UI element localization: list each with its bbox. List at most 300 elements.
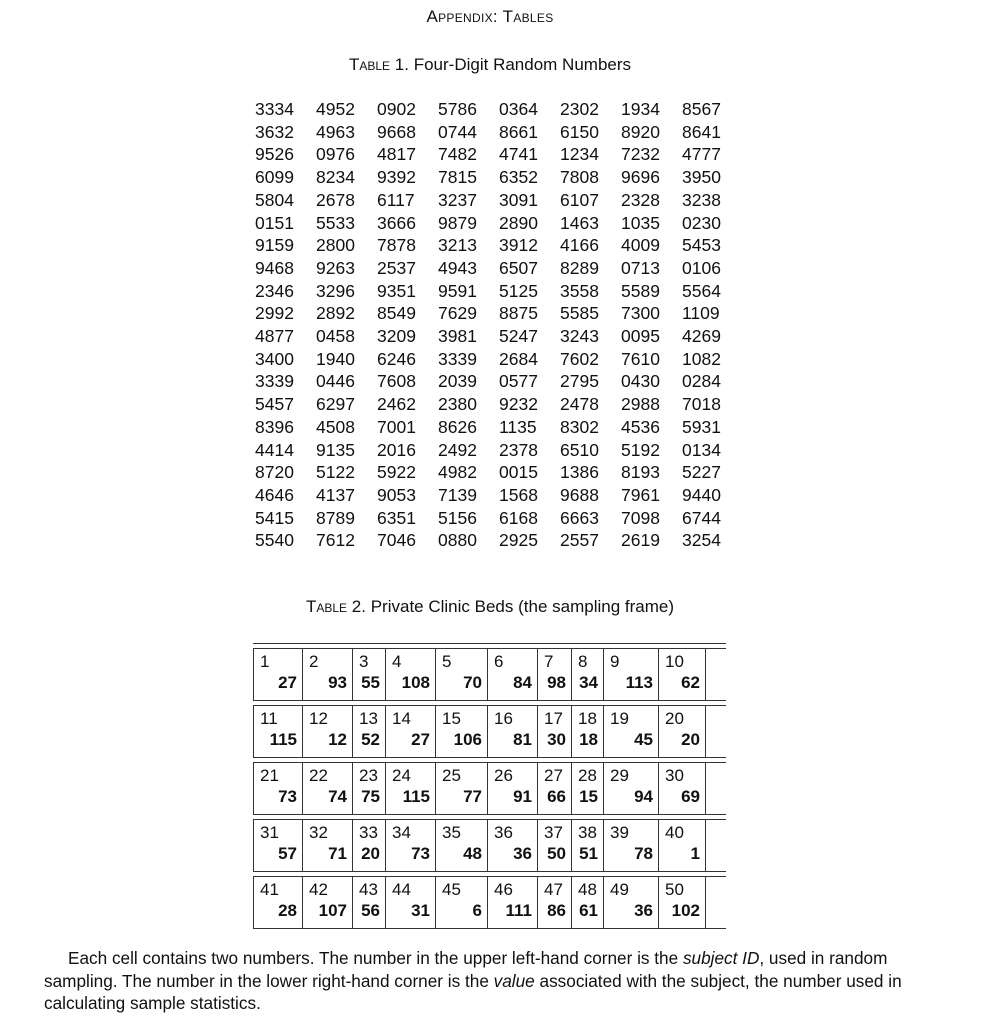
footnote-text-2: , used in random sampling. The number in the lower right-hand corner is the bbox=[44, 948, 888, 991]
random-number: 3339 bbox=[255, 371, 294, 392]
bed-cell bbox=[435, 820, 487, 871]
bed-cell bbox=[487, 820, 537, 871]
subject-id: 10 bbox=[665, 652, 684, 671]
random-number: 7608 bbox=[377, 371, 416, 392]
random-number: 5540 bbox=[255, 530, 294, 551]
table1-title: Four-Digit Random Numbers bbox=[413, 55, 632, 74]
subject-id: 35 bbox=[442, 823, 461, 842]
bed-cell bbox=[487, 649, 537, 700]
random-number: 6150 bbox=[560, 121, 599, 142]
random-number: 3981 bbox=[438, 326, 477, 347]
random-number: 2892 bbox=[316, 303, 355, 324]
random-number: 3296 bbox=[316, 280, 355, 301]
subject-value: 106 bbox=[453, 730, 482, 749]
subject-value: 71 bbox=[328, 844, 347, 863]
random-number: 9392 bbox=[377, 167, 416, 188]
subject-value: 73 bbox=[411, 844, 430, 863]
random-number: 7878 bbox=[377, 235, 416, 256]
subject-value: 51 bbox=[579, 844, 598, 863]
subject-id: 15 bbox=[442, 709, 461, 728]
random-number: 4009 bbox=[621, 235, 660, 256]
random-number: 1109 bbox=[682, 303, 720, 324]
random-number: 4414 bbox=[255, 439, 294, 460]
random-number: 4166 bbox=[560, 235, 599, 256]
random-row bbox=[255, 439, 743, 462]
subject-value: 61 bbox=[579, 901, 598, 920]
random-number: 2890 bbox=[499, 212, 538, 233]
random-row bbox=[255, 484, 743, 507]
bed-cell bbox=[302, 649, 352, 700]
random-number: 4741 bbox=[499, 144, 538, 165]
bed-cell bbox=[603, 820, 658, 871]
subject-id: 45 bbox=[442, 880, 461, 899]
random-row bbox=[255, 212, 743, 235]
random-number: 5453 bbox=[682, 235, 721, 256]
random-number: 0976 bbox=[316, 144, 355, 165]
bed-cell bbox=[571, 763, 603, 814]
subject-value: 52 bbox=[361, 730, 380, 749]
subject-id: 43 bbox=[359, 880, 378, 899]
bed-cell bbox=[537, 877, 571, 928]
subject-id: 22 bbox=[309, 766, 328, 785]
subject-id: 42 bbox=[309, 880, 328, 899]
random-number: 9526 bbox=[255, 144, 294, 165]
random-row bbox=[255, 143, 743, 166]
random-number: 5589 bbox=[621, 280, 660, 301]
random-number: 8641 bbox=[682, 121, 721, 142]
footnote bbox=[44, 947, 944, 1015]
subject-id: 48 bbox=[578, 880, 597, 899]
random-number: 2039 bbox=[438, 371, 477, 392]
subject-id: 36 bbox=[494, 823, 513, 842]
random-number: 8920 bbox=[621, 121, 660, 142]
random-number: 4952 bbox=[316, 99, 355, 119]
subject-value: 27 bbox=[278, 673, 297, 692]
subject-value: 74 bbox=[328, 787, 347, 806]
random-number: 6117 bbox=[377, 189, 415, 210]
bed-cell bbox=[435, 649, 487, 700]
beds-row bbox=[253, 876, 726, 929]
bed-cell bbox=[537, 706, 571, 757]
subject-id: 23 bbox=[359, 766, 378, 785]
bed-cell bbox=[537, 649, 571, 700]
subject-id: 30 bbox=[665, 766, 684, 785]
random-number: 2346 bbox=[255, 280, 294, 301]
random-row bbox=[255, 393, 743, 416]
random-number: 1035 bbox=[621, 212, 660, 233]
random-number: 4943 bbox=[438, 257, 477, 278]
random-number: 4646 bbox=[255, 484, 294, 505]
table2-caption bbox=[0, 597, 980, 617]
random-row bbox=[255, 189, 743, 212]
random-number: 6246 bbox=[377, 348, 416, 369]
subject-id: 9 bbox=[610, 652, 620, 671]
subject-id: 44 bbox=[392, 880, 411, 899]
subject-value: 75 bbox=[361, 787, 380, 806]
random-number: 5122 bbox=[316, 462, 355, 483]
random-number-table bbox=[255, 98, 743, 552]
subject-value: 69 bbox=[681, 787, 700, 806]
subject-id: 6 bbox=[494, 652, 504, 671]
table1-label: Table bbox=[348, 55, 391, 74]
bed-cell bbox=[487, 706, 537, 757]
subject-id: 28 bbox=[578, 766, 597, 785]
random-number: 3209 bbox=[377, 326, 416, 347]
subject-value: 91 bbox=[513, 787, 532, 806]
random-number: 9351 bbox=[377, 280, 416, 301]
random-number: 6297 bbox=[316, 394, 355, 415]
random-number: 7482 bbox=[438, 144, 477, 165]
random-number: 7610 bbox=[621, 348, 660, 369]
subject-id: 1 bbox=[260, 652, 270, 671]
bed-cell bbox=[571, 820, 603, 871]
subject-value: 56 bbox=[361, 901, 380, 920]
subject-id: 4 bbox=[392, 652, 402, 671]
subject-id: 24 bbox=[392, 766, 411, 785]
random-number: 1934 bbox=[621, 99, 660, 119]
bed-cell bbox=[435, 877, 487, 928]
random-number: 4963 bbox=[316, 121, 355, 142]
subject-value: 78 bbox=[634, 844, 653, 863]
random-number: 3558 bbox=[560, 280, 599, 301]
random-number: 2462 bbox=[377, 394, 416, 415]
random-number: 3632 bbox=[255, 121, 294, 142]
random-number: 7961 bbox=[621, 484, 660, 505]
bed-cell bbox=[603, 877, 658, 928]
random-number: 3091 bbox=[499, 189, 538, 210]
bed-cell bbox=[658, 820, 706, 871]
random-number: 7098 bbox=[621, 507, 660, 528]
subject-id: 14 bbox=[392, 709, 411, 728]
bed-cell bbox=[352, 763, 385, 814]
random-number: 7046 bbox=[377, 530, 416, 551]
footnote-emphasis-value: value bbox=[493, 970, 535, 991]
random-row bbox=[255, 302, 743, 325]
random-number: 7300 bbox=[621, 303, 660, 324]
bed-cell bbox=[302, 706, 352, 757]
bed-cell bbox=[253, 877, 302, 928]
subject-id: 20 bbox=[665, 709, 684, 728]
random-number: 7018 bbox=[682, 394, 721, 415]
subject-value: 20 bbox=[681, 730, 700, 749]
random-number: 1568 bbox=[499, 484, 538, 505]
subject-id: 46 bbox=[494, 880, 513, 899]
beds-row bbox=[253, 819, 726, 872]
random-number: 5125 bbox=[499, 280, 538, 301]
bed-cell bbox=[352, 706, 385, 757]
random-number: 3666 bbox=[377, 212, 416, 233]
random-number: 0095 bbox=[621, 326, 660, 347]
random-number: 8626 bbox=[438, 416, 477, 437]
random-number: 0880 bbox=[438, 530, 477, 551]
subject-id: 33 bbox=[359, 823, 378, 842]
random-number: 9053 bbox=[377, 484, 416, 505]
subject-value: 36 bbox=[513, 844, 532, 863]
subject-value: 55 bbox=[361, 673, 380, 692]
random-number: 5415 bbox=[255, 507, 294, 528]
clinic-beds-grid bbox=[253, 643, 726, 929]
random-number: 4536 bbox=[621, 416, 660, 437]
beds-row bbox=[253, 648, 726, 701]
random-number: 5457 bbox=[255, 394, 294, 415]
subject-value: 28 bbox=[278, 901, 297, 920]
random-number: 8661 bbox=[499, 121, 538, 142]
subject-value: 48 bbox=[463, 844, 482, 863]
subject-id: 2 bbox=[309, 652, 319, 671]
random-row bbox=[255, 461, 743, 484]
bed-cell bbox=[352, 649, 385, 700]
random-number: 3213 bbox=[438, 235, 477, 256]
bed-cell bbox=[487, 877, 537, 928]
random-number: 0015 bbox=[499, 462, 538, 483]
bed-cell bbox=[385, 877, 435, 928]
random-number: 2800 bbox=[316, 235, 355, 256]
random-number: 6663 bbox=[560, 507, 599, 528]
bed-cell bbox=[658, 763, 706, 814]
random-number: 2992 bbox=[255, 303, 294, 324]
bed-cell bbox=[537, 763, 571, 814]
random-number: 7808 bbox=[560, 167, 599, 188]
random-number: 8789 bbox=[316, 507, 355, 528]
random-row bbox=[255, 416, 743, 439]
random-number: 7139 bbox=[438, 484, 477, 505]
random-number: 2302 bbox=[560, 99, 599, 119]
subject-id: 49 bbox=[610, 880, 629, 899]
random-row bbox=[255, 325, 743, 348]
random-number: 5227 bbox=[682, 462, 721, 483]
subject-id: 25 bbox=[442, 766, 461, 785]
random-number: 9668 bbox=[377, 121, 416, 142]
random-number: 2016 bbox=[377, 439, 416, 460]
subject-value: 50 bbox=[547, 844, 566, 863]
random-row bbox=[255, 257, 743, 280]
random-number: 2492 bbox=[438, 439, 477, 460]
random-number: 0284 bbox=[682, 371, 721, 392]
bed-cell bbox=[352, 820, 385, 871]
random-number: 8193 bbox=[621, 462, 660, 483]
subject-value: 30 bbox=[547, 730, 566, 749]
random-number: 8567 bbox=[682, 99, 721, 119]
random-number: 6168 bbox=[499, 507, 538, 528]
random-number: 8396 bbox=[255, 416, 294, 437]
bed-cell bbox=[603, 763, 658, 814]
random-number: 2478 bbox=[560, 394, 599, 415]
random-number: 5156 bbox=[438, 507, 477, 528]
bed-cell bbox=[487, 763, 537, 814]
random-number: 7001 bbox=[377, 416, 416, 437]
subject-id: 37 bbox=[544, 823, 563, 842]
random-number: 5786 bbox=[438, 99, 477, 119]
random-number: 5533 bbox=[316, 212, 355, 233]
bed-cell bbox=[385, 649, 435, 700]
random-row bbox=[255, 529, 743, 552]
bed-cell bbox=[352, 877, 385, 928]
subject-id: 18 bbox=[578, 709, 597, 728]
random-number: 5247 bbox=[499, 326, 538, 347]
bed-cell bbox=[658, 877, 706, 928]
bed-cell bbox=[571, 706, 603, 757]
random-number: 0364 bbox=[499, 99, 538, 119]
random-number: 2678 bbox=[316, 189, 355, 210]
bed-cell bbox=[302, 820, 352, 871]
bed-cell bbox=[385, 706, 435, 757]
random-number: 8302 bbox=[560, 416, 599, 437]
random-number: 2328 bbox=[621, 189, 660, 210]
random-number: 9696 bbox=[621, 167, 660, 188]
bed-cell bbox=[385, 763, 435, 814]
random-number: 0430 bbox=[621, 371, 660, 392]
subject-value: 94 bbox=[634, 787, 653, 806]
random-number: 3237 bbox=[438, 189, 477, 210]
random-number: 0446 bbox=[316, 371, 355, 392]
bed-cell bbox=[385, 820, 435, 871]
bed-cell bbox=[435, 706, 487, 757]
subject-value: 108 bbox=[401, 673, 430, 692]
random-number: 9468 bbox=[255, 257, 294, 278]
random-number: 8875 bbox=[499, 303, 538, 324]
random-row bbox=[255, 98, 743, 121]
subject-value: 1 bbox=[690, 844, 700, 863]
random-number: 1463 bbox=[560, 212, 599, 233]
random-number: 2795 bbox=[560, 371, 599, 392]
random-number: 5585 bbox=[560, 303, 599, 324]
bed-cell bbox=[658, 706, 706, 757]
random-number: 6351 bbox=[377, 507, 416, 528]
random-number: 0151 bbox=[255, 212, 294, 233]
subject-id: 40 bbox=[665, 823, 684, 842]
subject-value: 62 bbox=[681, 673, 700, 692]
random-number: 3334 bbox=[255, 99, 294, 119]
subject-value: 66 bbox=[547, 787, 566, 806]
subject-id: 34 bbox=[392, 823, 411, 842]
subject-value: 12 bbox=[328, 730, 347, 749]
subject-id: 8 bbox=[578, 652, 588, 671]
random-number: 3400 bbox=[255, 348, 294, 369]
random-number: 2537 bbox=[377, 257, 416, 278]
subject-value: 107 bbox=[318, 901, 347, 920]
bed-cell bbox=[253, 706, 302, 757]
subject-value: 111 bbox=[505, 901, 532, 920]
random-number: 1135 bbox=[499, 416, 537, 437]
footnote-text-3: associated with the subject, the number used in calculating sample statistics. bbox=[44, 970, 902, 1014]
subject-value: 113 bbox=[625, 673, 653, 692]
random-number: 1234 bbox=[560, 144, 599, 165]
random-number: 0713 bbox=[621, 257, 660, 278]
random-row bbox=[255, 507, 743, 530]
random-number: 5192 bbox=[621, 439, 660, 460]
subject-id: 7 bbox=[544, 652, 554, 671]
footnote-emphasis-subject-id: subject ID bbox=[682, 948, 760, 968]
bed-cell bbox=[302, 763, 352, 814]
subject-id: 26 bbox=[494, 766, 513, 785]
beds-row bbox=[253, 762, 726, 815]
subject-id: 47 bbox=[544, 880, 563, 899]
random-number: 5922 bbox=[377, 462, 416, 483]
random-number: 3950 bbox=[682, 167, 721, 188]
subject-value: 6 bbox=[472, 901, 482, 920]
table1-number: 1. bbox=[394, 55, 409, 74]
bed-cell bbox=[302, 877, 352, 928]
subject-value: 20 bbox=[361, 844, 380, 863]
bed-cell bbox=[435, 763, 487, 814]
subject-id: 31 bbox=[260, 823, 279, 842]
subject-value: 77 bbox=[463, 787, 482, 806]
random-number: 4777 bbox=[682, 144, 721, 165]
subject-id: 38 bbox=[578, 823, 597, 842]
random-number: 0744 bbox=[438, 121, 477, 142]
random-number: 7815 bbox=[438, 167, 477, 188]
subject-value: 86 bbox=[547, 901, 566, 920]
subject-value: 27 bbox=[411, 730, 430, 749]
random-number: 7602 bbox=[560, 348, 599, 369]
random-number: 4982 bbox=[438, 462, 477, 483]
random-number: 6510 bbox=[560, 439, 599, 460]
subject-value: 31 bbox=[411, 901, 430, 920]
subject-value: 34 bbox=[579, 673, 598, 692]
subject-id: 29 bbox=[610, 766, 629, 785]
random-row bbox=[255, 166, 743, 189]
random-number: 7629 bbox=[438, 303, 477, 324]
bed-cell bbox=[603, 649, 658, 700]
footnote-text-1: Each cell contains two numbers. The number in the upper left-hand corner is the bbox=[68, 948, 683, 968]
subject-value: 57 bbox=[278, 844, 297, 863]
random-number: 9440 bbox=[682, 484, 721, 505]
random-number: 6107 bbox=[560, 189, 599, 210]
subject-value: 45 bbox=[634, 730, 653, 749]
subject-value: 84 bbox=[513, 673, 532, 692]
subject-value: 15 bbox=[579, 787, 598, 806]
random-number: 8234 bbox=[316, 167, 355, 188]
subject-value: 115 bbox=[269, 730, 297, 749]
random-number: 4817 bbox=[377, 144, 416, 165]
random-number: 1082 bbox=[682, 348, 721, 369]
random-row bbox=[255, 280, 743, 303]
appendix-title: Appendix: Tables bbox=[426, 7, 554, 26]
random-number: 2378 bbox=[499, 439, 538, 460]
subject-id: 17 bbox=[544, 709, 563, 728]
random-number: 4877 bbox=[255, 326, 294, 347]
random-number: 6744 bbox=[682, 507, 721, 528]
subject-value: 36 bbox=[634, 901, 653, 920]
subject-value: 93 bbox=[328, 673, 347, 692]
random-number: 3243 bbox=[560, 326, 599, 347]
random-number: 2925 bbox=[499, 530, 538, 551]
subject-id: 19 bbox=[610, 709, 629, 728]
subject-id: 11 bbox=[260, 709, 278, 728]
subject-value: 115 bbox=[402, 787, 430, 806]
subject-id: 16 bbox=[494, 709, 513, 728]
bed-cell bbox=[571, 877, 603, 928]
subject-id: 13 bbox=[359, 709, 378, 728]
random-number: 9159 bbox=[255, 235, 294, 256]
bed-cell bbox=[603, 706, 658, 757]
subject-id: 41 bbox=[260, 880, 279, 899]
subject-value: 81 bbox=[513, 730, 532, 749]
random-number: 4269 bbox=[682, 326, 721, 347]
bed-cell bbox=[537, 820, 571, 871]
random-number: 0458 bbox=[316, 326, 355, 347]
subject-id: 39 bbox=[610, 823, 629, 842]
random-number: 9263 bbox=[316, 257, 355, 278]
subject-id: 50 bbox=[665, 880, 684, 899]
random-number: 2988 bbox=[621, 394, 660, 415]
random-number: 5564 bbox=[682, 280, 721, 301]
random-number: 8289 bbox=[560, 257, 599, 278]
random-number: 6507 bbox=[499, 257, 538, 278]
random-number: 7612 bbox=[316, 530, 355, 551]
subject-id: 27 bbox=[544, 766, 563, 785]
random-number: 5804 bbox=[255, 189, 294, 210]
